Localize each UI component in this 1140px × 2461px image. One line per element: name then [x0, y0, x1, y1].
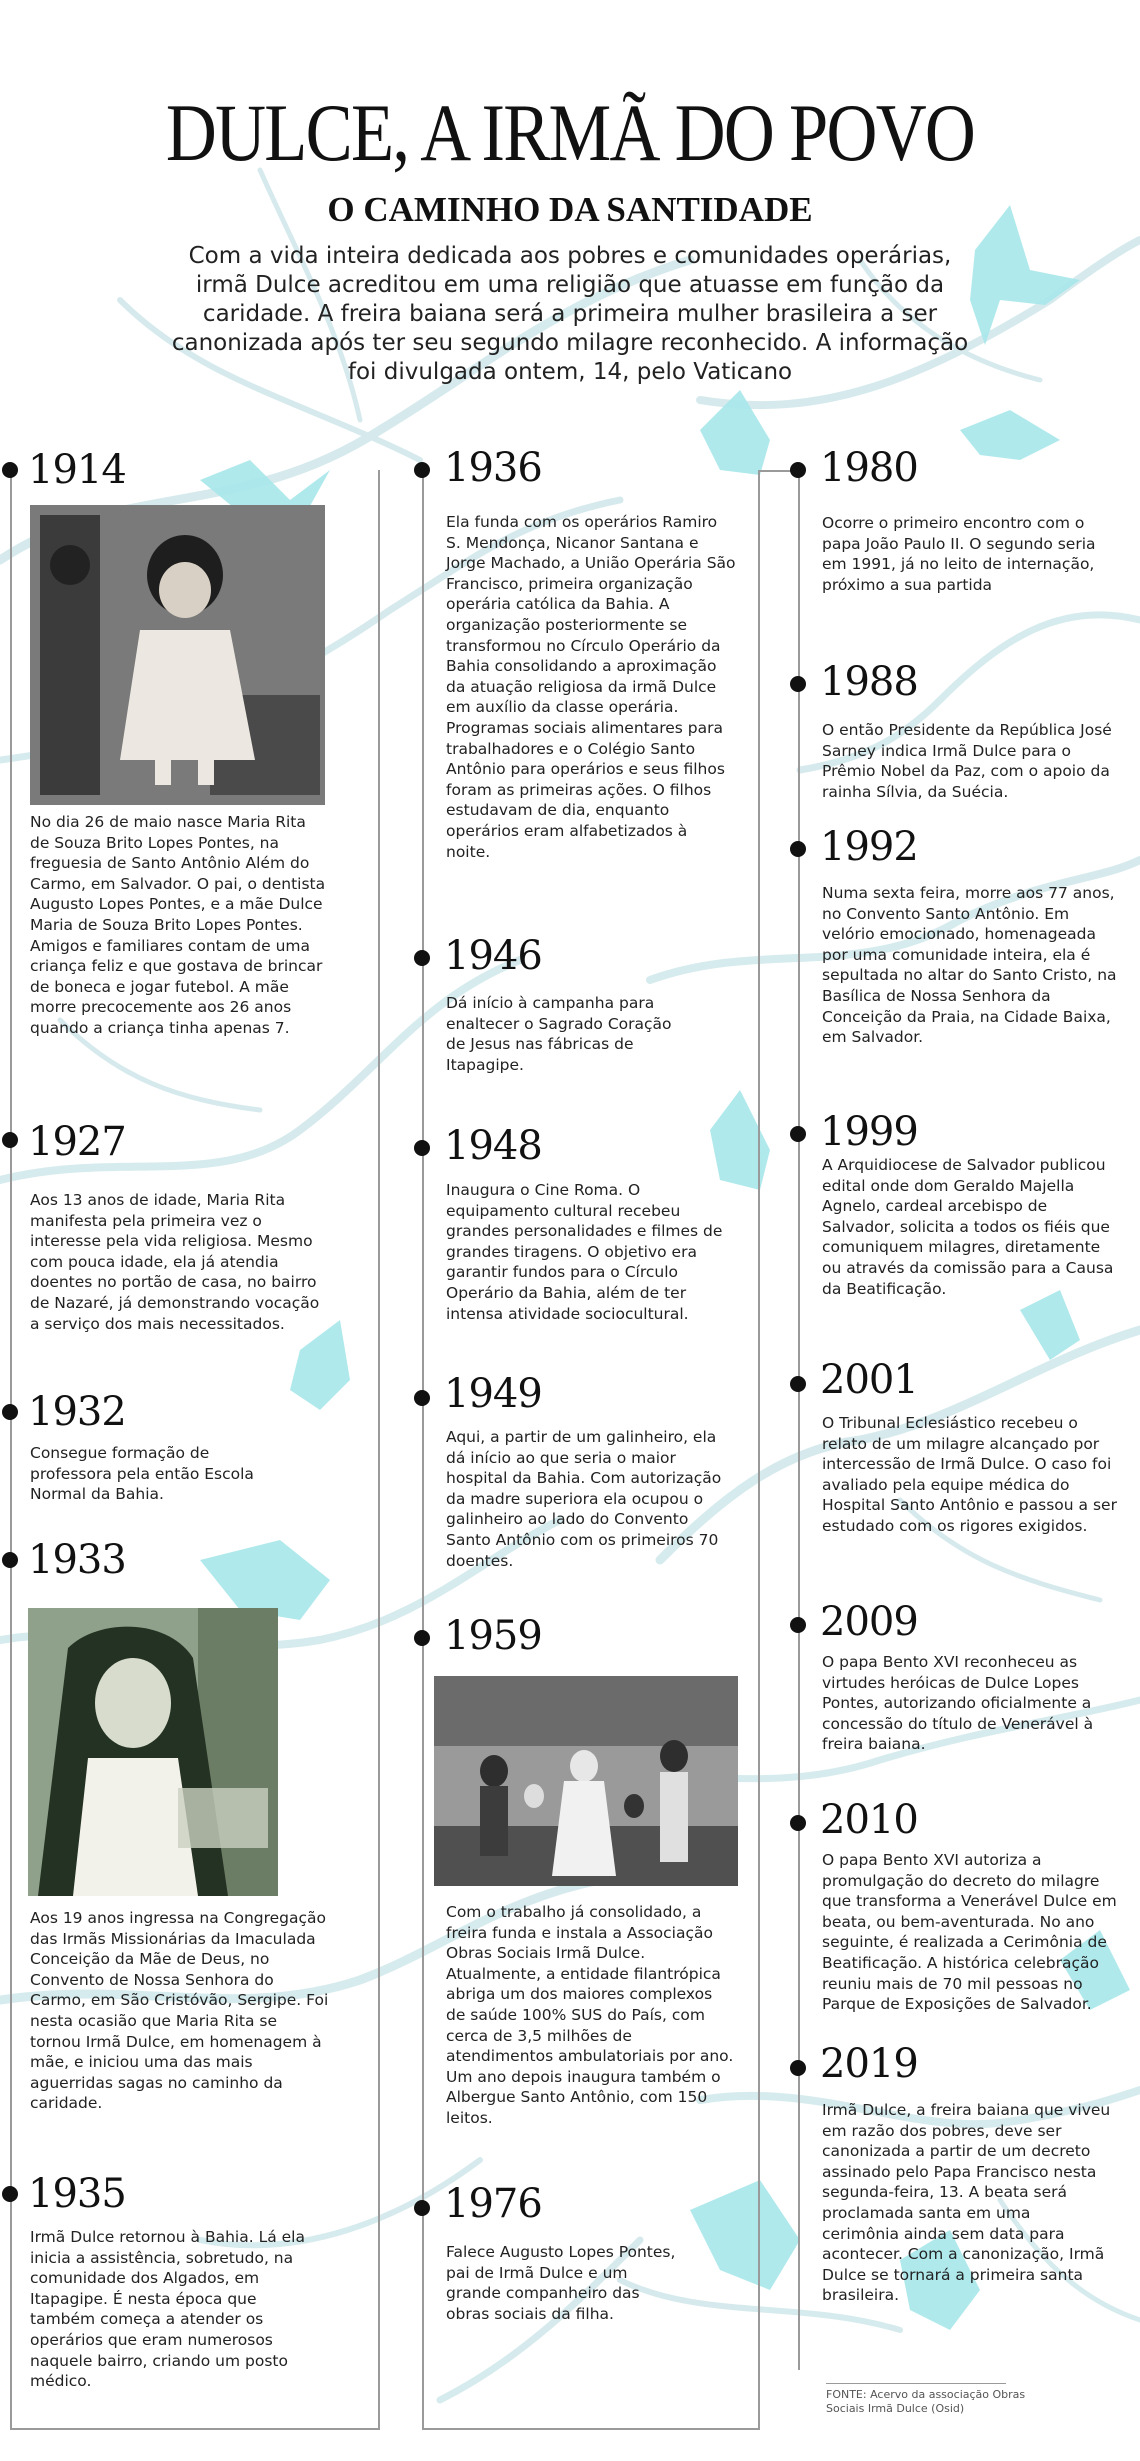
timeline-dot [790, 841, 806, 857]
photo-nun-1933 [28, 1608, 278, 1896]
year-1988: 1988 [820, 659, 918, 705]
timeline-dot [2, 462, 18, 478]
year-1932: 1932 [28, 1389, 126, 1435]
nun-photo-illustration [28, 1608, 278, 1896]
year-1914: 1914 [28, 447, 126, 493]
timeline-dot [2, 1132, 18, 1148]
timeline-line-col1-bottom [10, 2428, 380, 2430]
timeline-dot [414, 1390, 430, 1406]
year-1948: 1948 [444, 1123, 542, 1169]
year-1976: 1976 [444, 2181, 542, 2227]
bird-icon [1020, 1290, 1080, 1360]
timeline-line-col1-right [378, 470, 380, 2430]
text-1948: Inaugura o Cine Roma. O equipamento cultural recebeu grandes personalidades e filmes de grandes tiragens. O objetivo era garantir fundos para o Círculo Operário da Bahia, além de ter intensa atividade sociocultural. [446, 1181, 723, 1323]
text-2019: Irmã Dulce, a freira baiana que viveu em razão dos pobres, deve ser canonizada a partir de um decreto assinado pelo Papa Francisco nesta segunda-feira, 13. A beata será proclamada santa em uma cerimônia ainda sem data para acontecer. Com a canonização, Irmã Dulce se tornará a primeira santa brasileira. [822, 2101, 1111, 2305]
bird-icon [710, 1090, 770, 1190]
source-credit: FONTE: Acervo da associação Obras Sociais Irmã Dulce (Osid) [826, 2388, 1026, 2415]
timeline-line-col1 [10, 470, 12, 2430]
text-2009: O papa Bento XVI reconheceu as virtudes heróicas de Dulce Lopes Pontes, autorizando oficialmente a concessão do título de Venerável à freira baiana. [822, 1653, 1094, 1754]
source-divider [826, 2383, 1006, 2384]
year-1949: 1949 [444, 1371, 542, 1417]
text-1927: Aos 13 anos de idade, Maria Rita manifesta pela primeira vez o interesse pela vida religiosa. Mesmo com pouca idade, ela já atendia doentes no portão de casa, no bairro de Nazaré, já demonstrando vocação a serviço dos mais necessitados. [30, 1191, 320, 1333]
year-1959: 1959 [444, 1613, 542, 1659]
text-1976: Falece Augusto Lopes Pontes, pai de Irmã Dulce e um grande companheiro das obras sociais da filha. [446, 2243, 676, 2323]
text-1959: Com o trabalho já consolidado, a freira funda e instala a Associação Obras Sociais Irmã Dulce. Atualmente, a entidade filantrópica abriga um dos maiores complexos de saúde 100% SUS do País, com cerca de 3,5 milhões de atendimentos ambulatoriais por ano. Um ano depois inaugura também o Albergue Santo Antônio, com 150 leitos. [446, 1903, 734, 2127]
year-1935: 1935 [28, 2171, 126, 2217]
timeline-line-col2-bottom [422, 2428, 760, 2430]
child-photo-illustration [30, 505, 325, 805]
timeline-dot [414, 1140, 430, 1156]
group-photo-illustration [434, 1676, 738, 1886]
text-2001: O Tribunal Eclesiástico recebeu o relato de um milagre alcançado por intercessão de Irmã Dulce. O caso foi avaliado pela equipe médica do Hospital Santo Antônio e passou a ser estudado com os rigores exigidos. [822, 1414, 1117, 1535]
timeline-dot [790, 2060, 806, 2076]
year-2010: 2010 [820, 1797, 918, 1843]
page-subtitle: O CAMINHO DA SANTIDADE [327, 190, 813, 229]
timeline-line-col3 [798, 470, 800, 2370]
bird-icon [960, 410, 1060, 460]
timeline-line-col2 [422, 470, 424, 2430]
year-2009: 2009 [820, 1599, 918, 1645]
timeline-dot [414, 950, 430, 966]
year-1999: 1999 [820, 1109, 918, 1155]
timeline-dot [790, 1815, 806, 1831]
text-1980: Ocorre o primeiro encontro com o papa João Paulo II. O segundo seria em 1991, já no leito de internação, próximo a sua partida [822, 514, 1096, 594]
text-1949: Aqui, a partir de um galinheiro, ela dá início ao que seria o maior hospital da Bahia. Com autorização da madre superiora ela ocupou o galinheiro ao lado do Convento Santo Antônio com os primeiros 70 doentes. [446, 1428, 722, 1570]
timeline-dot [414, 462, 430, 478]
text-1935: Irmã Dulce retornou à Bahia. Lá ela inicia a assistência, sobretudo, na comunidade dos Algados, em Itapagipe. É nesta época que também começa a atender os operários que eram numerosos naquele bairro, criando um posto médico. [30, 2228, 305, 2391]
text-2010: O papa Bento XVI autoriza a promulgação do decreto do milagre que transforma a Venerável Dulce em beata, ou bem-aventurada. No ano seguinte, é realizada a Cerimônia de Beatificação. A histórica celebração reuniu mais de 70 mil pessoas no Parque de Exposições de Salvador. [822, 1851, 1117, 2014]
text-1932: Consegue formação de professora pela então Escola Normal da Bahia. [30, 1444, 254, 1504]
timeline-dot [790, 1617, 806, 1633]
text-1933: Aos 19 anos ingressa na Congregação das Irmãs Missionárias da Imaculada Conceição da Mãe de Deus, no Convento de Nossa Senhora do Carmo, em São Cristóvão, Sergipe. Foi nesta ocasião que Maria Rita se tornou Irmã Dulce, em homenagem à mãe, e iniciou uma das mais aguerridas sagas no caminho da caridade. [30, 1909, 329, 2113]
timeline-dot [790, 676, 806, 692]
year-1992: 1992 [820, 824, 918, 870]
text-1999: A Arquidiocese de Salvador publicou edital onde dom Geraldo Majella Agnelo, cardeal arcebispo de Salvador, solicita a todos os fiéis que comuniquem milagres, diretamente ou através da comissão para a Causa da Beatificação. [822, 1156, 1114, 1298]
year-1946: 1946 [444, 933, 542, 979]
timeline-dot [790, 1376, 806, 1392]
text-1992: Numa sexta feira, morre aos 77 anos, no Convento Santo Antônio. Em velório emocionado, homenageada por uma comunidade inteira, ela é sepultada no altar do Santo Cristo, na Basílica de Nossa Senhora da Conceição da Praia, na Cidade Baixa, em Salvador. [822, 884, 1117, 1047]
timeline-dot [414, 1630, 430, 1646]
year-1980: 1980 [820, 445, 918, 491]
timeline-dot [2, 2186, 18, 2202]
text-1946: Dá início à campanha para enaltecer o Sagrado Coração de Jesus nas fábricas de Itapagipe. [446, 994, 672, 1074]
page-title: DULCE, A IRMÃ DO POVO [165, 87, 975, 178]
timeline-line-col2-right [758, 470, 760, 2430]
year-2001: 2001 [820, 1357, 918, 1403]
text-1936: Ela funda com os operários Ramiro S. Mendonça, Nicanor Santana e Jorge Machado, a União Operária São Francisco, primeira organização operária católica da Bahia. A organização posteriormente se transformou no Círculo Operário da Bahia consolidando a aproximação da atuação religiosa da irmã Dulce em auxílio da classe operária. Programas sociais alimentares para trabalhadores e o Colégio Santo Antônio para operários e seus filhos foram as primeiras ações. O filhos estudavam de dia, enquanto operários eram alfabetizados à noite. [446, 513, 736, 861]
photo-child-1914 [30, 505, 325, 805]
bird-icon [690, 2180, 800, 2290]
year-1927: 1927 [28, 1119, 126, 1165]
timeline-dot [790, 1126, 806, 1142]
text-1914: No dia 26 de maio nasce Maria Rita de Souza Brito Lopes Pontes, na freguesia de Santo Antônio Além do Carmo, em Salvador. O pai, o dentista Augusto Lopes Pontes, e a mãe Dulce Maria de Souza Brito Lopes Pontes. Amigos e familiares contam de uma criança feliz e que gostava de brincar de boneca e jogar futebol. A mãe morre precocemente aos 26 anos quando a criança tinha apenas 7. [30, 813, 326, 1037]
text-1988: O então Presidente da República José Sarney indica Irmã Dulce para o Prêmio Nobel da Paz, com o apoio da rainha Sílvia, da Suécia. [822, 721, 1112, 801]
intro-paragraph: Com a vida inteira dedicada aos pobres e comunidades operárias, irmã Dulce acreditou em uma religião que atuasse em função da caridade. A freira baiana será a primeira mulher brasileira a ser canonizada após ter seu segundo milagre reconhecido. A informação foi divulgada ontem, 14, pelo Vaticano [171, 243, 969, 385]
timeline-dot [2, 1404, 18, 1420]
timeline-dot [790, 462, 806, 478]
timeline-dot [414, 2200, 430, 2216]
year-1933: 1933 [28, 1537, 126, 1583]
timeline-dot [2, 1552, 18, 1568]
year-2019: 2019 [820, 2041, 918, 2087]
year-1936: 1936 [444, 445, 542, 491]
photo-group-1959 [434, 1676, 738, 1886]
